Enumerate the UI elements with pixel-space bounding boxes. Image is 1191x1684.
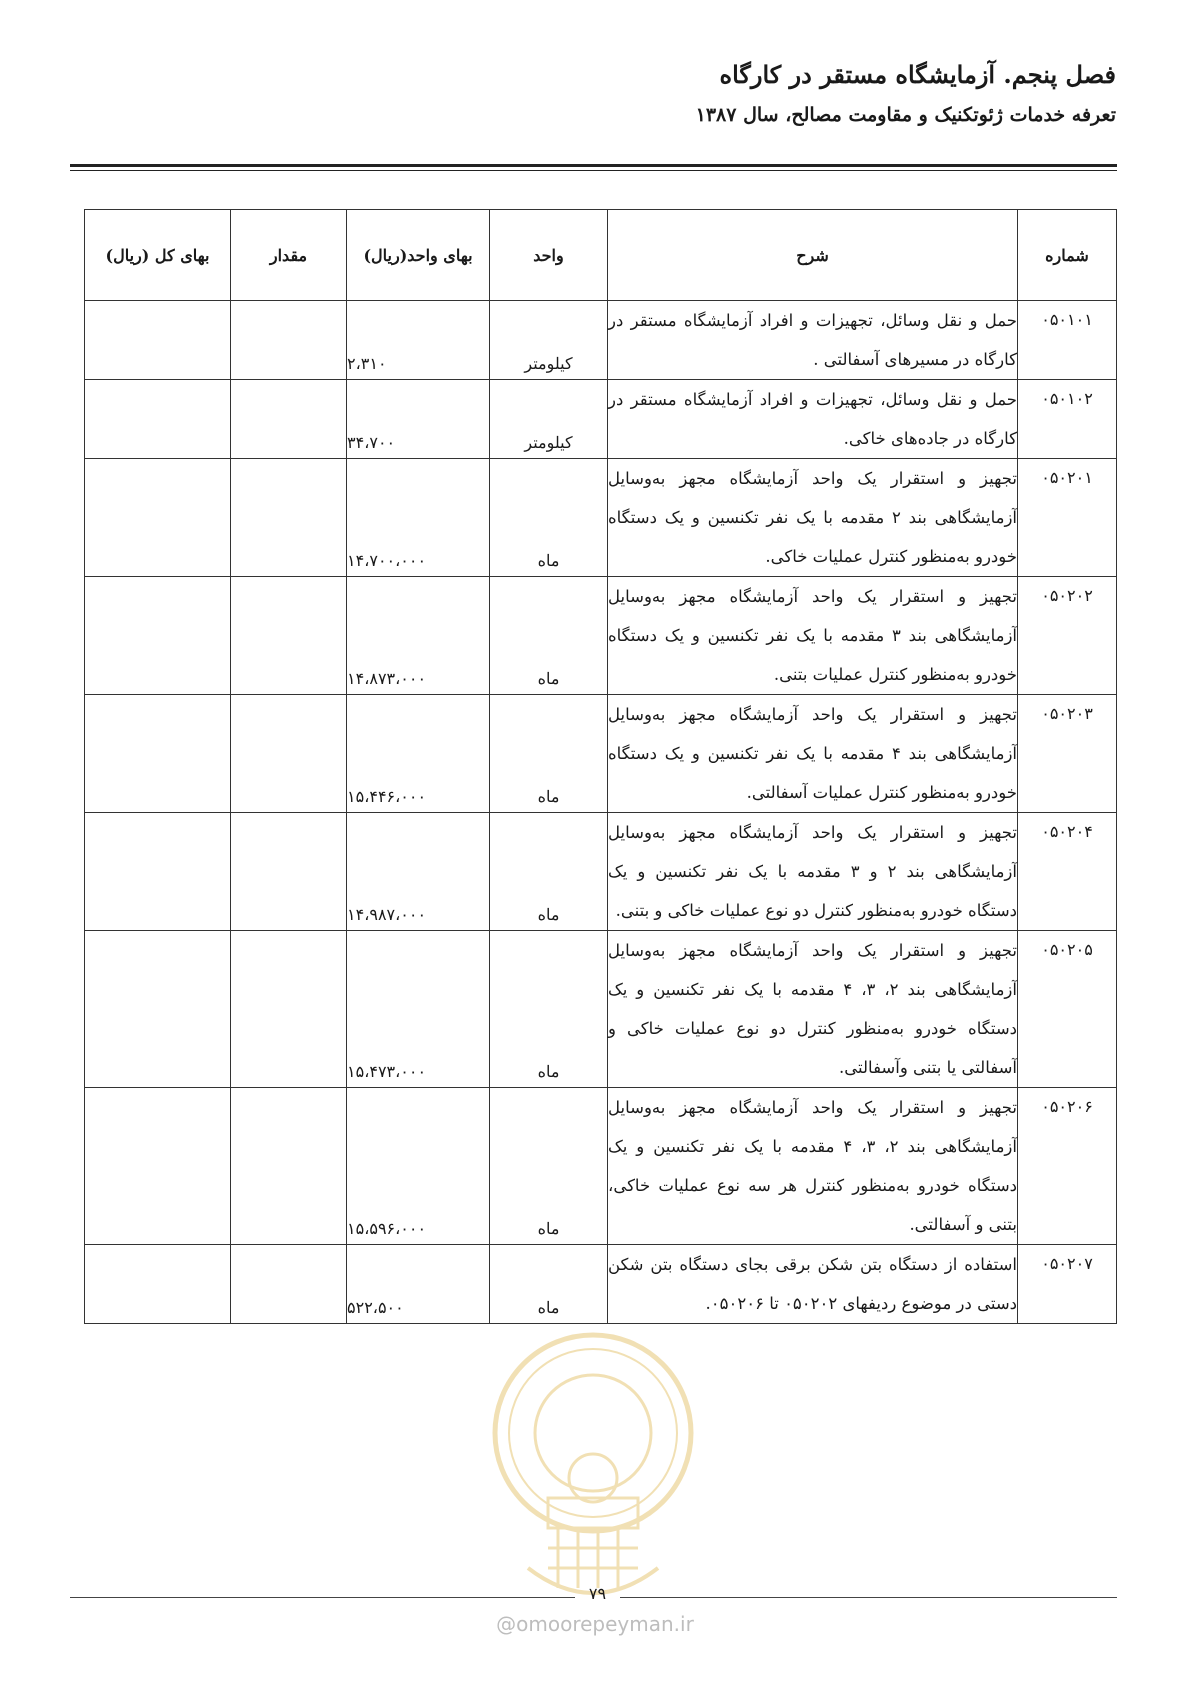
row-unit-price: ۵۲۲،۵۰۰: [347, 1245, 490, 1324]
row-quantity: [231, 380, 347, 459]
row-unit: کیلومتر: [490, 380, 608, 459]
row-quantity: [231, 577, 347, 695]
table-header-row: [85, 210, 1117, 301]
tariff-table: [84, 209, 1117, 1324]
header-unit: واحد: [490, 210, 608, 301]
row-description: تجهیز و استقرار یک واحد آزمایشگاه مجهز به‌وسایل آزمایشگاهی بند ۲، ۳، ۴ مقدمه با یک نفر تکنسین و یک دستگاه خودرو به‌منظور کنترل دو نوع عملیات خاکی و آسفالتی یا بتنی وآسفالتی.: [608, 931, 1018, 1088]
row-quantity: [231, 813, 347, 931]
row-description: حمل و نقل وسائل، تجهیزات و افراد آزمایشگاه مستقر در کارگاه در جاده‌های خاکی.: [608, 380, 1018, 459]
row-total-price: [85, 459, 231, 577]
table-row: [85, 577, 1117, 695]
row-unit: ماه: [490, 931, 608, 1088]
footer-rule-left: [70, 1597, 575, 1598]
header-description: شرح: [608, 210, 1018, 301]
row-unit: ماه: [490, 459, 608, 577]
row-total-price: [85, 1245, 231, 1324]
row-unit-price: ۱۴،۷۰۰،۰۰۰: [347, 459, 490, 577]
row-number: ۰۵۰۲۰۱: [1018, 459, 1117, 577]
row-number: ۰۵۰۲۰۷: [1018, 1245, 1117, 1324]
row-total-price: [85, 813, 231, 931]
row-total-price: [85, 380, 231, 459]
row-unit-price: ۱۵،۴۷۳،۰۰۰: [347, 931, 490, 1088]
row-unit: ماه: [490, 1088, 608, 1245]
row-number: ۰۵۰۲۰۵: [1018, 931, 1117, 1088]
row-unit-price: ۱۴،۹۸۷،۰۰۰: [347, 813, 490, 931]
header-rule-thick: [70, 164, 1117, 167]
table-row: [85, 1088, 1117, 1245]
row-unit: ماه: [490, 695, 608, 813]
row-unit-price: ۱۵،۴۴۶،۰۰۰: [347, 695, 490, 813]
row-number: ۰۵۰۲۰۳: [1018, 695, 1117, 813]
row-number: ۰۵۰۱۰۲: [1018, 380, 1117, 459]
row-quantity: [231, 301, 347, 380]
row-description: تجهیز و استقرار یک واحد آزمایشگاه مجهز به‌وسایل آزمایشگاهی بند ۲ مقدمه با یک نفر تکنسین و یک دستگاه خودرو به‌منظور کنترل عملیات خاکی.: [608, 459, 1018, 577]
row-quantity: [231, 1245, 347, 1324]
header-unit-price: بهای واحد(ریال): [347, 210, 490, 301]
row-number: ۰۵۰۲۰۲: [1018, 577, 1117, 695]
row-quantity: [231, 459, 347, 577]
table-row: [85, 813, 1117, 931]
row-total-price: [85, 695, 231, 813]
row-unit: ماه: [490, 1245, 608, 1324]
chapter-title: فصل پنجم. آزمایشگاه مستقر در کارگاه: [719, 60, 1116, 89]
row-unit-price: ۳۴،۷۰۰: [347, 380, 490, 459]
table-row: [85, 301, 1117, 380]
row-unit: کیلومتر: [490, 301, 608, 380]
header-total-price: بهای کل (ریال): [85, 210, 231, 301]
row-total-price: [85, 931, 231, 1088]
row-number: ۰۵۰۲۰۶: [1018, 1088, 1117, 1245]
table-row: [85, 1245, 1117, 1324]
row-description: تجهیز و استقرار یک واحد آزمایشگاه مجهز به‌وسایل آزمایشگاهی بند ۲، ۳، ۴ مقدمه با یک نفر تکنسین و یک دستگاه خودرو به‌منظور کنترل هر سه نوع عملیات خاکی، بتنی و آسفالتی.: [608, 1088, 1018, 1245]
row-unit-price: ۲،۳۱۰: [347, 301, 490, 380]
row-number: ۰۵۰۱۰۱: [1018, 301, 1117, 380]
row-number: ۰۵۰۲۰۴: [1018, 813, 1117, 931]
row-description: حمل و نقل وسائل، تجهیزات و افراد آزمایشگاه مستقر در کارگاه در مسیرهای آسفالتی .: [608, 301, 1018, 380]
row-unit-price: ۱۴،۸۷۳،۰۰۰: [347, 577, 490, 695]
chapter-subtitle: تعرفه خدمات ژئوتکنیک و مقاومت مصالح، سال ۱۳۸۷: [695, 104, 1116, 126]
table-row: [85, 380, 1117, 459]
row-total-price: [85, 301, 231, 380]
row-unit: ماه: [490, 813, 608, 931]
row-total-price: [85, 1088, 231, 1245]
header-quantity: مقدار: [231, 210, 347, 301]
row-description: تجهیز و استقرار یک واحد آزمایشگاه مجهز به‌وسایل آزمایشگاهی بند ۳ مقدمه با یک نفر تکنسین و یک دستگاه خودرو به‌منظور کنترل عملیات بتنی.: [608, 577, 1018, 695]
footer-rule-right: [620, 1597, 1117, 1598]
watermark-seal-icon: [488, 1328, 698, 1618]
page-header: [66, 58, 1116, 130]
row-unit: ماه: [490, 577, 608, 695]
page-number: ۷۹: [588, 1584, 607, 1603]
table-row: [85, 931, 1117, 1088]
row-unit-price: ۱۵،۵۹۶،۰۰۰: [347, 1088, 490, 1245]
row-total-price: [85, 577, 231, 695]
row-quantity: [231, 695, 347, 813]
header-rule-thin: [70, 170, 1117, 171]
header-number: شماره: [1018, 210, 1117, 301]
table-row: [85, 695, 1117, 813]
row-description: تجهیز و استقرار یک واحد آزمایشگاه مجهز به‌وسایل آزمایشگاهی بند ۲ و ۳ مقدمه با یک نفر تکنسین و یک دستگاه خودرو به‌منظور کنترل دو نوع عملیات خاکی و بتنی.: [608, 813, 1018, 931]
row-quantity: [231, 931, 347, 1088]
table-row: [85, 459, 1117, 577]
row-quantity: [231, 1088, 347, 1245]
site-watermark-url: @omoorepeyman.ir: [496, 1612, 694, 1636]
row-description: تجهیز و استقرار یک واحد آزمایشگاه مجهز به‌وسایل آزمایشگاهی بند ۴ مقدمه با یک نفر تکنسین و یک دستگاه خودرو به‌منظور کنترل عملیات آسفالتی.: [608, 695, 1018, 813]
row-description: استفاده از دستگاه بتن شکن برقی بجای دستگاه بتن شکن دستی در موضوع ردیفهای ۰۵۰۲۰۲ تا ۰۵۰۲۰۶.: [608, 1245, 1018, 1324]
